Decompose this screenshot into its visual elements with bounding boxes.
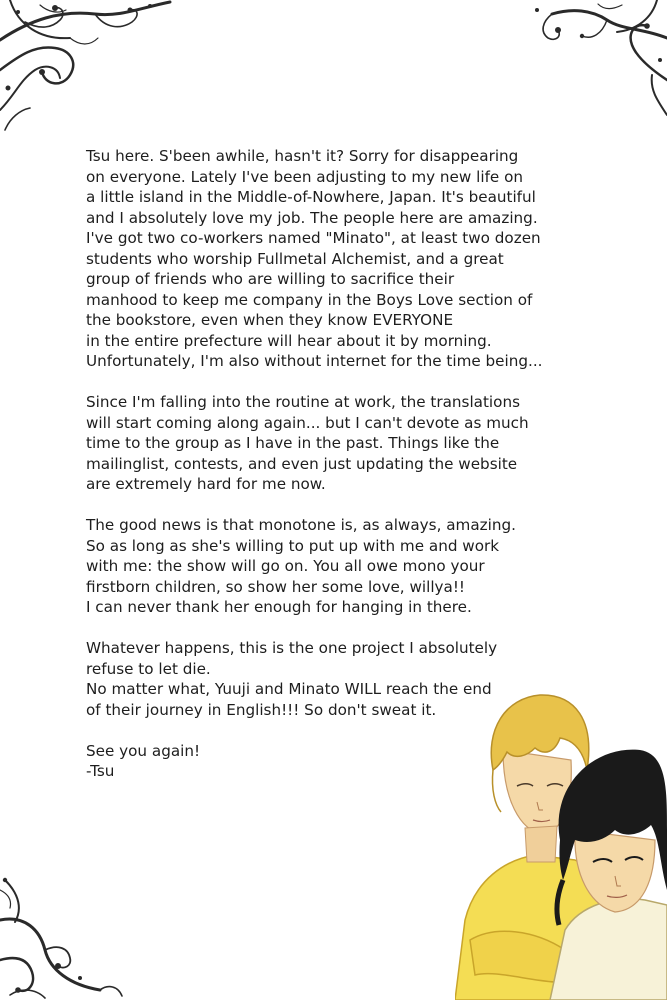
letter-line: will start coming along again... but I can't devote as much: [86, 413, 529, 432]
letter-line: Whatever happens, this is the one project I absolutely: [86, 639, 498, 657]
letter-paragraph: [86, 515, 606, 618]
letter-line: Unfortunately, I'm also without internet for the time being...: [86, 352, 543, 370]
letter-line: in the entire prefecture will hear about it by morning.: [86, 331, 492, 350]
letter-paragraph: [86, 392, 606, 495]
letter-line: mailinglist, contests, and even just updating the website: [86, 454, 518, 473]
letter-line: and I absolutely love my job. The people here are amazing.: [86, 208, 538, 227]
letter-line: manhood to keep me company in the Boys Love section of: [86, 290, 533, 309]
character-illustration-icon: [455, 690, 667, 1000]
letter-line: students who worship Fullmetal Alchemist, and a great: [86, 249, 504, 268]
letter-line: on everyone. Lately I've been adjusting to my new life on: [86, 167, 524, 186]
letter-paragraph: [86, 146, 606, 372]
letter-line: the bookstore, even when they know EVERYONE: [86, 311, 454, 329]
ornament-bottom-left-icon: [0, 860, 125, 1000]
letter-line: I've got two co-workers named "Minato", at least two dozen: [86, 229, 541, 247]
letter-line: The good news is that monotone is, as always, amazing.: [86, 516, 516, 534]
signature: -Tsu: [86, 762, 115, 780]
letter-line: of their journey in English!!! So don't sweat it.: [86, 700, 437, 719]
letter-line: refuse to let die.: [86, 659, 211, 678]
letter-line: group of friends who are willing to sacrifice their: [86, 270, 455, 288]
letter-line: See you again!: [86, 741, 201, 760]
letter-line: firstborn children, so show her some love, willya!!: [86, 577, 466, 596]
letter-line: Tsu here. S'been awhile, hasn't it? Sorry for disappearing: [86, 147, 519, 165]
letter-line: a little island in the Middle-of-Nowhere, Japan. It's beautiful: [86, 188, 536, 206]
letter-line: time to the group as I have in the past. Things like the: [86, 434, 500, 452]
letter-line: Since I'm falling into the routine at work, the translations: [86, 393, 520, 411]
letter-line: I can never thank her enough for hanging in there.: [86, 598, 472, 616]
ornament-top-right-icon: [512, 0, 667, 120]
letter-line: So as long as she's willing to put up with me and work: [86, 536, 500, 555]
letter-line: No matter what, Yuuji and Minato WILL reach the end: [86, 680, 492, 698]
letter-line: are extremely hard for me now.: [86, 475, 326, 493]
ornament-top-left-icon: [0, 0, 175, 135]
letter-line: with me: the show will go on. You all owe mono your: [86, 557, 485, 575]
